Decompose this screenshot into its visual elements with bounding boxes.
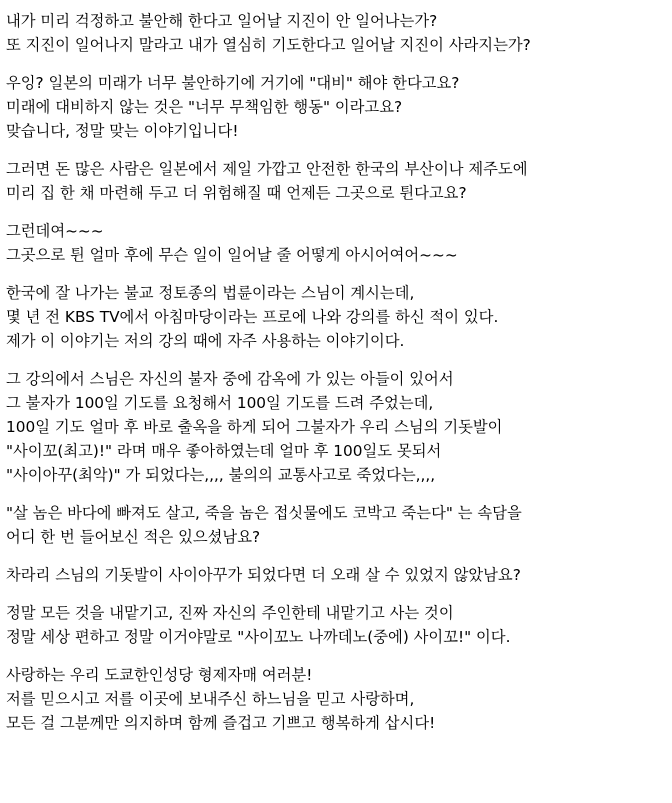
- text-line: 또 지진이 일어나지 말라고 내가 열심히 기도한다고 일어날 지진이 사라지는가?: [6, 36, 531, 54]
- text-line: 한국에 잘 나가는 불교 정토종의 법륜이라는 스님이 계시는데,: [6, 284, 415, 302]
- text-line: 정말 세상 편하고 정말 이거야말로 "사이꼬노 나까데노(중에) 사이꼬!" 이다.: [6, 628, 511, 646]
- text-line: 제가 이 이야기는 저의 강의 때에 자주 사용하는 이야기이다.: [6, 332, 405, 350]
- text-line: 미래에 대비하지 않는 것은 "너무 무책임한 행동" 이라고요?: [6, 98, 403, 116]
- text-line: 그러면 돈 많은 사람은 일본에서 제일 가깝고 안전한 한국의 부산이나 제주도에: [6, 160, 528, 178]
- text-line: 모든 걸 그분께만 의지하며 함께 즐겁고 기쁘고 행복하게 삽시다!: [6, 714, 436, 732]
- paragraph-5: [6, 281, 672, 353]
- text-line: 저를 믿으시고 저를 이곳에 보내주신 하느님을 믿고 사랑하며,: [6, 690, 415, 708]
- text-line: 그 강의에서 스님은 자신의 불자 중에 감옥에 가 있는 아들이 있어서: [6, 370, 454, 388]
- text-line: 내가 미리 걱정하고 불안해 한다고 일어날 지진이 안 일어나는가?: [6, 12, 438, 30]
- paragraph-3: [6, 157, 672, 205]
- paragraph-2: [6, 71, 672, 143]
- paragraph-8: [6, 563, 672, 587]
- paragraph-1: [6, 9, 672, 57]
- text-line: "사이아꾸(최악)" 가 되었다는,,,, 불의의 교통사고로 죽었다는,,,,: [6, 466, 436, 484]
- text-line: "살 놈은 바다에 빠져도 살고, 죽을 놈은 접싯물에도 코박고 죽는다" 는 속담을: [6, 504, 522, 522]
- text-line: 정말 모든 것을 내맡기고, 진짜 자신의 주인한테 내맡기고 사는 것이: [6, 604, 454, 622]
- text-line: 미리 집 한 채 마련해 두고 더 위험해질 때 언제든 그곳으로 튄다고요?: [6, 184, 467, 202]
- paragraph-10: [6, 663, 672, 735]
- text-line: 어디 한 번 들어보신 적은 있으셨남요?: [6, 528, 261, 546]
- text-line: 맞습니다, 정말 맞는 이야기입니다!: [6, 122, 239, 140]
- text-line: 몇 년 전 KBS TV에서 아침마당이라는 프로에 나와 강의를 하신 적이 있다.: [6, 308, 499, 326]
- text-line: "사이꼬(최고)!" 라며 매우 좋아하였는데 얼마 후 100일도 못되서: [6, 442, 442, 460]
- text-line: 그런데여~~~: [6, 222, 104, 240]
- text-line: 100일 기도 얼마 후 바로 출옥을 하게 되어 그불자가 우리 스님의 기돗발이: [6, 418, 503, 436]
- text-line: 우잉? 일본의 미래가 너무 불안하기에 거기에 "대비" 해야 한다고요?: [6, 74, 460, 92]
- paragraph-9: [6, 601, 672, 649]
- paragraph-6: [6, 367, 672, 487]
- text-line: 그곳으로 튄 얼마 후에 무슨 일이 일어날 줄 어떻게 아시어여어~~~: [6, 246, 458, 264]
- paragraph-7: [6, 501, 672, 549]
- text-line: 그 불자가 100일 기도를 요청해서 100일 기도를 드려 주었는데,: [6, 394, 434, 412]
- paragraph-4: [6, 219, 672, 267]
- text-line: 차라리 스님의 기돗발이 사이아꾸가 되었다면 더 오래 살 수 있었지 않았남요?: [6, 566, 521, 584]
- text-line: 사랑하는 우리 도쿄한인성당 형제자매 여러분!: [6, 666, 313, 684]
